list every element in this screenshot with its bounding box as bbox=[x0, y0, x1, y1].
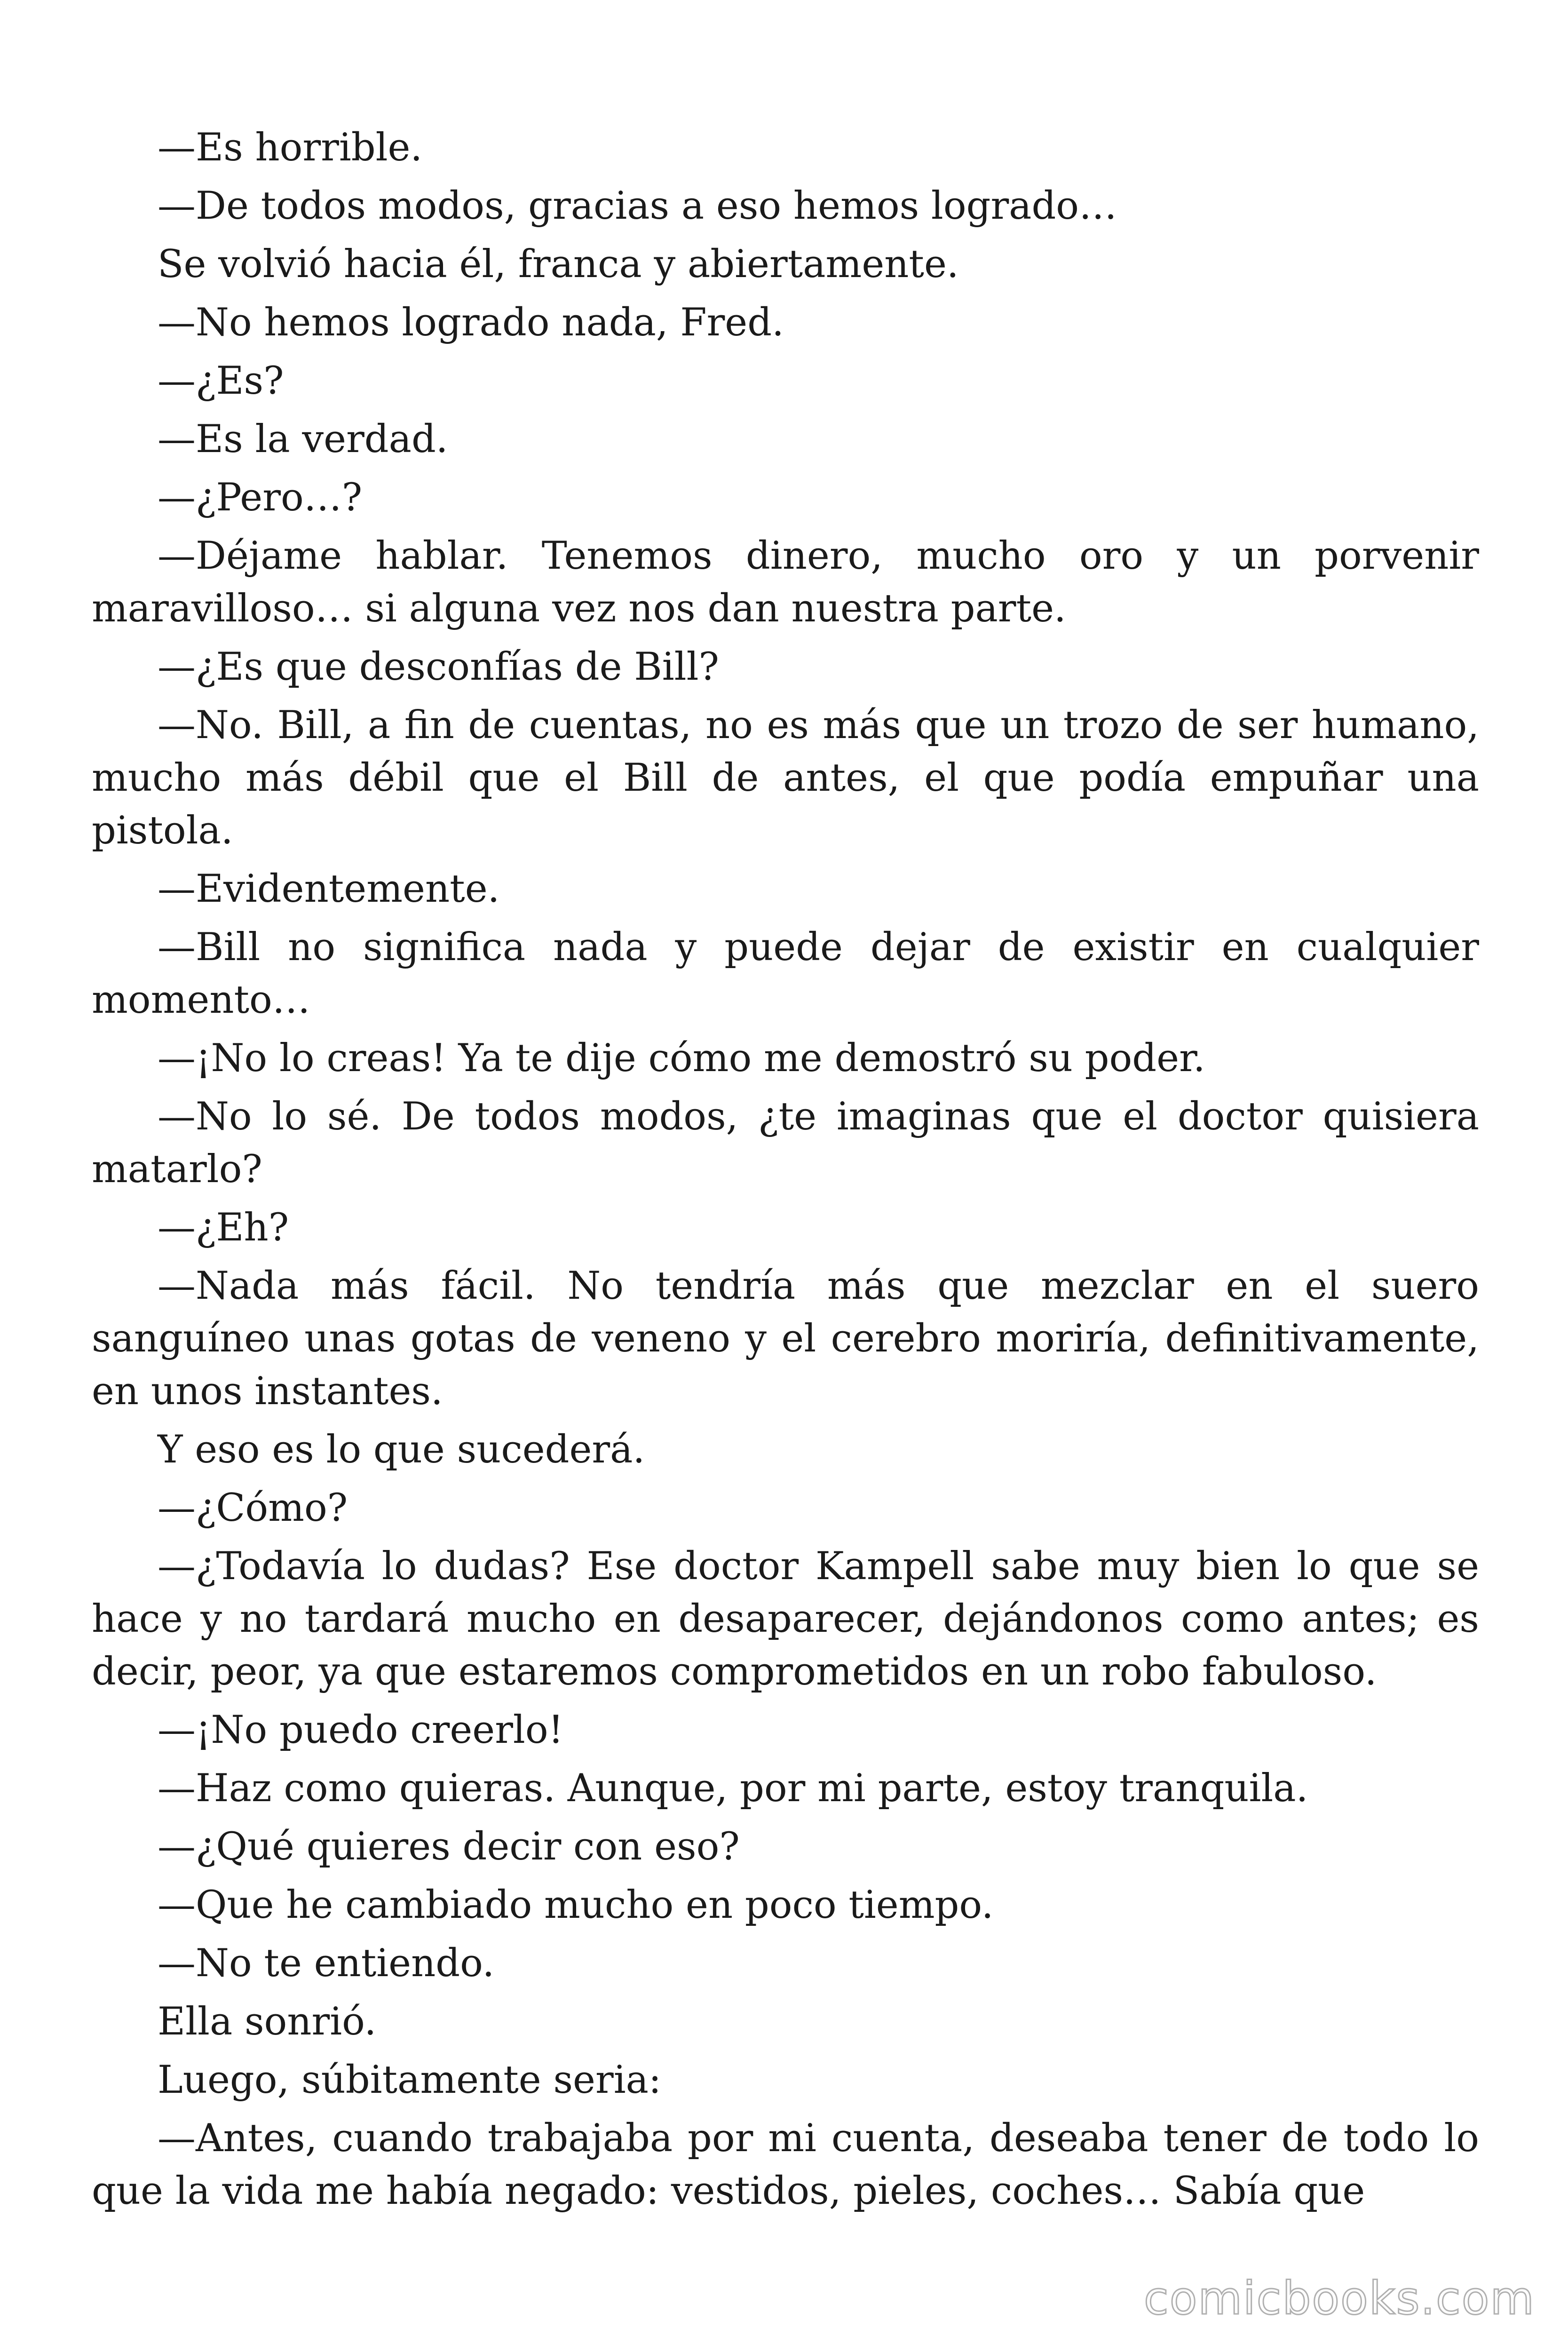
paragraph: —¿Cómo? bbox=[158, 1486, 348, 1530]
paragraph: —No lo sé. De todos modos, ¿te imaginas que el doctor quisiera matarlo? bbox=[92, 1095, 1479, 1192]
paragraph: —Antes, cuando trabajaba por mi cuenta, deseaba tener de todo lo que la vida me había negado: vestidos, pieles, coches… Sabía que bbox=[92, 2116, 1479, 2213]
paragraph: —Que he cambiado mucho en poco tiempo. bbox=[158, 1883, 994, 1927]
paragraph: —Evidentemente. bbox=[158, 867, 500, 911]
paragraph: Ella sonrió. bbox=[158, 2000, 377, 2044]
paragraph: —No te entiendo. bbox=[158, 1941, 495, 1986]
paragraph: —Déjame hablar. Tenemos dinero, mucho oro y un porvenir maravilloso… si alguna vez nos dan nuestra parte. bbox=[92, 534, 1479, 631]
paragraph: —Haz como quieras. Aunque, por mi parte, estoy tranquila. bbox=[158, 1766, 1308, 1811]
watermark: comicbooks.com bbox=[1143, 2272, 1535, 2325]
paragraph: —¿Pero…? bbox=[158, 476, 363, 520]
page-text bbox=[92, 121, 1479, 2223]
paragraph: —De todos modos, gracias a eso hemos logrado… bbox=[158, 184, 1117, 228]
paragraph: Se volvió hacia él, franca y abiertamente. bbox=[158, 242, 959, 286]
paragraph: Luego, súbitamente seria: bbox=[158, 2058, 662, 2102]
paragraph: —¿Es? bbox=[158, 359, 284, 403]
paragraph: —Bill no significa nada y puede dejar de existir en cualquier momento… bbox=[92, 925, 1479, 1022]
paragraph: —No hemos logrado nada, Fred. bbox=[158, 301, 784, 345]
paragraph: —¿Es que desconfías de Bill? bbox=[158, 645, 719, 689]
paragraph: —¿Eh? bbox=[158, 1206, 289, 1250]
paragraph: —¡No puedo creerlo! bbox=[158, 1708, 564, 1752]
paragraph: —¿Qué quieres decir con eso? bbox=[158, 1825, 740, 1869]
paragraph: —Es horrible. bbox=[158, 126, 423, 170]
paragraph: —Nada más fácil. No tendría más que mezclar en el suero sanguíneo unas gotas de veneno y el cerebro moriría, definitivamente, en unos instantes. bbox=[92, 1264, 1479, 1414]
paragraph: —Es la verdad. bbox=[158, 417, 448, 461]
paragraph: —No. Bill, a fin de cuentas, no es más que un trozo de ser humano, mucho más débil que el Bill de antes, el que podía empuñar una pistola. bbox=[92, 703, 1479, 853]
paragraph: Y eso es lo que sucederá. bbox=[158, 1428, 645, 1472]
paragraph: —¿Todavía lo dudas? Ese doctor Kampell sabe muy bien lo que se hace y no tardará mucho en desaparecer, dejándonos como antes; es decir, peor, ya que estaremos comprometidos en un robo fabuloso. bbox=[92, 1544, 1479, 1694]
paragraph: —¡No lo creas! Ya te dije cómo me demostró su poder. bbox=[158, 1036, 1205, 1081]
